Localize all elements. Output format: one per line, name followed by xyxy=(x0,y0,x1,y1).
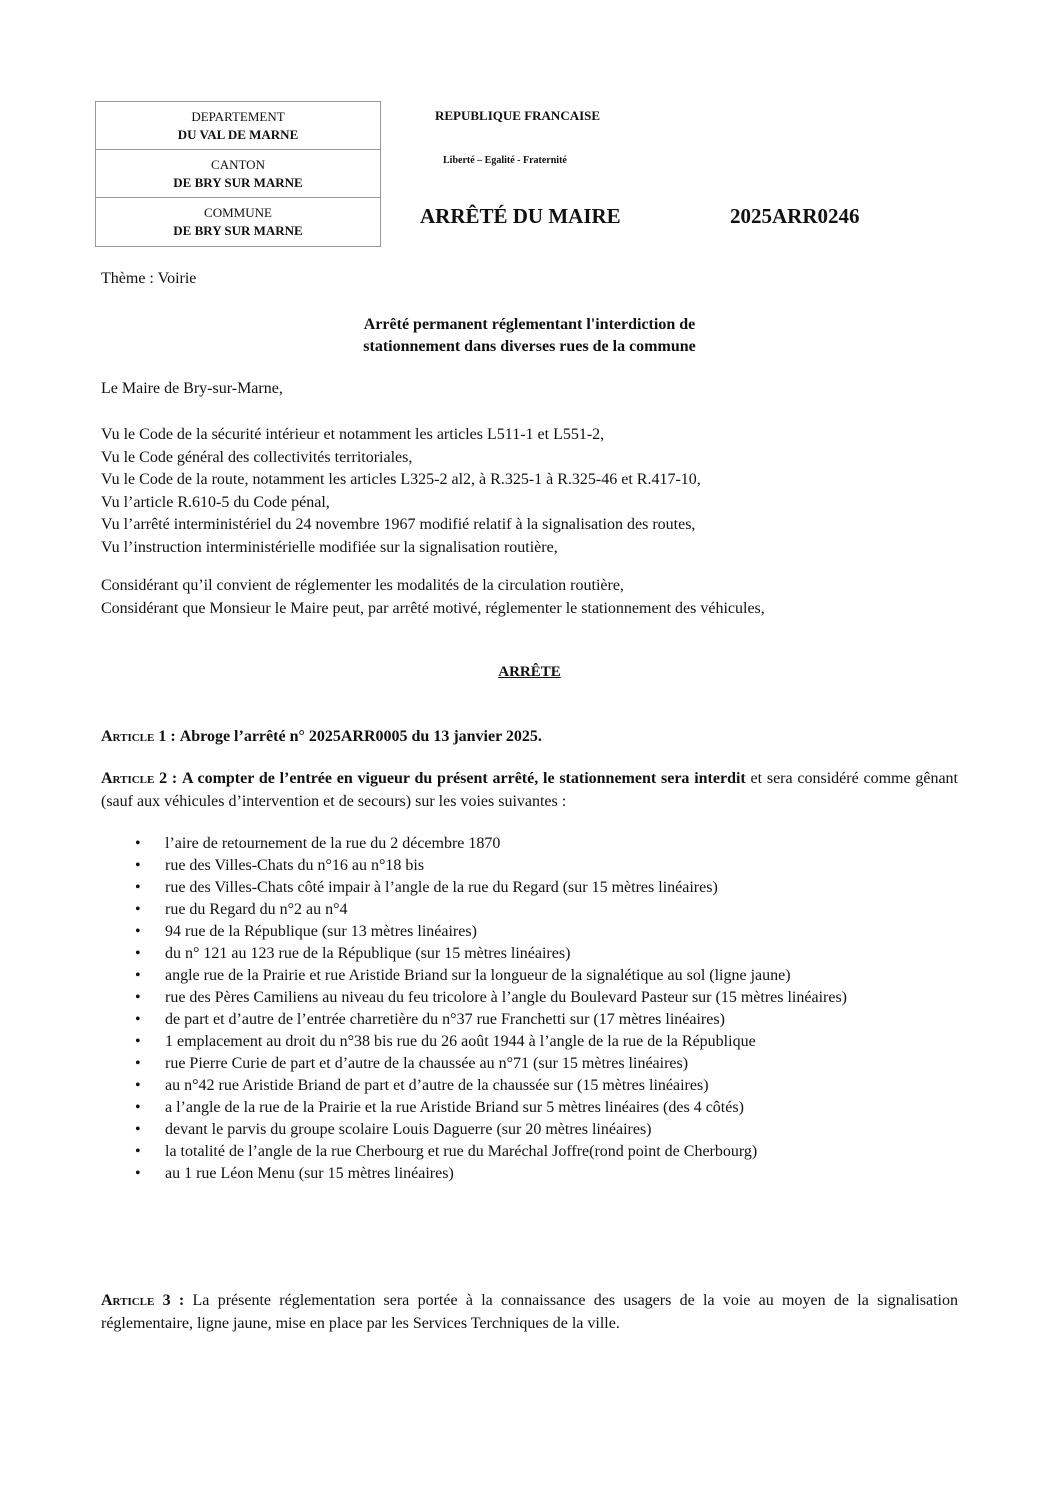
document-number: 2025ARR0246 xyxy=(730,204,860,228)
article-2 xyxy=(101,768,958,813)
canton-cell xyxy=(96,150,380,198)
canton-label: CANTON xyxy=(211,157,265,172)
list-item: • la totalité de l’angle de la rue Cherbourg et rue du Maréchal Joffre(rond point de Cherbourg) xyxy=(101,1141,958,1163)
list-item: • rue du Regard du n°2 au n°4 xyxy=(101,899,958,921)
considerant-line: Considérant qu’il convient de réglementer les modalités de la circulation routière, xyxy=(101,577,624,594)
visa-line: Vu le Code de la sécurité intérieur et notamment les articles L511-1 et L551-2, xyxy=(101,426,605,443)
list-item: • angle rue de la Prairie et rue Aristide Briand sur la longueur de la signalétique au sol (ligne jaune) xyxy=(101,965,958,987)
article-2-text: et sera considéré comme gênant (sauf aux véhicules d’intervention et de secours) sur les voies suivantes : xyxy=(101,770,958,810)
streets-list xyxy=(101,833,958,1185)
list-item: • a l’angle de la rue de la Prairie et la rue Aristide Briand sur 5 mètres linéaires (des 4 côtés) xyxy=(101,1097,958,1119)
list-item: • au 1 rue Léon Menu (sur 15 mètres linéaires) xyxy=(101,1163,958,1185)
article-1-text: Abroge l’arrêté n° 2025ARR0005 du 13 janvier 2025. xyxy=(179,728,542,745)
visa-line: Vu l’arrêté interministériel du 24 novembre 1967 modifié relatif à la signalisation des routes, xyxy=(101,516,696,533)
department-name: DU VAL DE MARNE xyxy=(177,127,299,142)
subject-line-2: stationnement dans diverses rues de la commune xyxy=(363,338,696,355)
visas-block xyxy=(101,424,958,559)
list-item: • rue des Villes-Chats côté impair à l’angle de la rue du Regard (sur 15 mètres linéaires) xyxy=(101,877,958,899)
subject-heading xyxy=(101,314,958,358)
canton-name: DE BRY SUR MARNE xyxy=(173,175,303,190)
visa-line: Vu le Code général des collectivités territoriales, xyxy=(101,448,413,466)
list-item: • rue des Pères Camiliens au niveau du feu tricolore à l’angle du Boulevard Pasteur sur (15 mètres linéaires) xyxy=(101,987,958,1009)
list-item: • rue des Villes-Chats du n°16 au n°18 bis xyxy=(101,855,958,877)
article-1-label: Article 1 : xyxy=(101,728,176,745)
article-3 xyxy=(101,1290,958,1335)
theme-line: Thème : Voirie xyxy=(101,270,197,287)
national-motto: Liberté – Egalité - Fraternité xyxy=(443,155,567,166)
list-item: • du n° 121 au 123 rue de la République (sur 15 mètres linéaires) xyxy=(101,943,958,965)
article-3-text: La présente réglementation sera portée à la connaissance des usagers de la voie au moyen de la signalisation réglementaire, ligne jaune, mise en place par les Services Terchniques de la ville. xyxy=(101,1292,958,1332)
article-2-label: Article 2 : xyxy=(101,770,178,787)
list-item: • de part et d’autre de l’entrée charretière du n°37 rue Franchetti sur (17 mètres linéaires) xyxy=(101,1009,958,1031)
visa-line: Vu le Code de la route, notamment les articles L325-2 al2, à R.325-1 à R.325-46 et R.417-10, xyxy=(101,471,701,488)
list-item: • devant le parvis du groupe scolaire Louis Daguerre (sur 20 mètres linéaires) xyxy=(101,1119,958,1141)
commune-cell xyxy=(96,198,380,246)
commune-name: DE BRY SUR MARNE xyxy=(173,223,303,238)
list-item: • rue Pierre Curie de part et d’autre de la chaussée au n°71 (sur 15 mètres linéaires) xyxy=(101,1053,958,1075)
mayor-line: Le Maire de Bry-sur-Marne, xyxy=(101,380,283,397)
department-label: DEPARTEMENT xyxy=(191,109,285,124)
commune-label: COMMUNE xyxy=(204,205,272,220)
list-item: • 1 emplacement au droit du n°38 bis rue du 26 août 1944 à l’angle de la rue de la République xyxy=(101,1031,958,1053)
republique-heading: REPUBLIQUE FRANCAISE xyxy=(435,108,601,123)
arrete-heading: ARRÊTE xyxy=(498,664,561,680)
list-item: • au n°42 rue Aristide Briand de part et d’autre de la chaussée sur (15 mètres linéaires) xyxy=(101,1075,958,1097)
visa-line: Vu l’article R.610-5 du Code pénal, xyxy=(101,493,330,511)
considerant-line: Considérant que Monsieur le Maire peut, par arrêté motivé, réglementer le stationnement des véhicules, xyxy=(101,599,765,617)
considerants-block xyxy=(101,575,958,620)
article-3-label: Article 3 : xyxy=(101,1292,185,1309)
list-item: • l’aire de retournement de la rue du 2 décembre 1870 xyxy=(101,833,958,855)
article-2-bold-text: A compter de l’entrée en vigueur du présent arrêté, le stationnement sera interdit xyxy=(182,770,746,787)
document-title: ARRÊTÉ DU MAIRE xyxy=(420,204,621,228)
administrative-header-box xyxy=(95,101,381,247)
subject-line-1: Arrêté permanent réglementant l'interdiction de xyxy=(363,316,696,333)
visa-line: Vu l’instruction interministérielle modifiée sur la signalisation routière, xyxy=(101,538,558,556)
department-cell xyxy=(96,102,380,150)
list-item: • 94 rue de la République (sur 13 mètres linéaires) xyxy=(101,921,958,943)
article-1 xyxy=(101,726,958,749)
